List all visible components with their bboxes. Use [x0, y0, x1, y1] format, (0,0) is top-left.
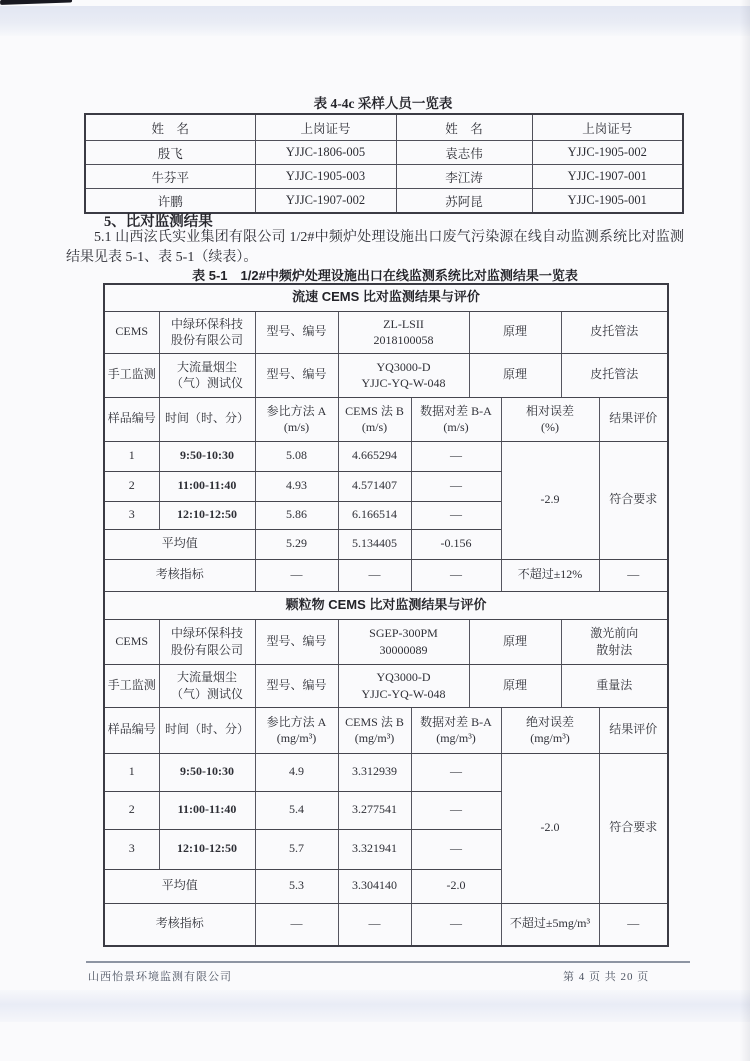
- average-cems: 5.134405: [338, 529, 411, 559]
- manual-model-serial: YQ3000-D YJJC-YQ-W-048: [338, 353, 469, 397]
- cems-value: 4.665294: [338, 441, 411, 471]
- comparison-table: [103, 283, 669, 947]
- personnel-header-row: [85, 114, 683, 141]
- criteria-label: 考核指标: [104, 559, 255, 591]
- cems-value: 6.166514: [338, 501, 411, 529]
- flow-manual-instrument-row: [104, 353, 668, 397]
- manual-model-serial: YQ3000-D YJJC-YQ-W-048: [338, 664, 469, 707]
- person-name: 苏阿昆: [396, 189, 532, 214]
- sample-time: 12:10-12:50: [159, 829, 255, 869]
- model-label: 型号、编号: [255, 664, 338, 707]
- average-diff: -0.156: [411, 529, 501, 559]
- diff-value: —: [411, 753, 501, 791]
- criteria-label: 考核指标: [104, 903, 255, 946]
- flow-column-header-row: [104, 397, 668, 441]
- person-name: 许鹏: [85, 189, 255, 214]
- relative-error-value: -2.9: [501, 441, 599, 559]
- ref-value: 4.9: [255, 753, 338, 791]
- cems-label: CEMS: [104, 619, 159, 664]
- sample-no: 1: [104, 753, 159, 791]
- sample-no: 3: [104, 501, 159, 529]
- model-label: 型号、编号: [255, 619, 338, 664]
- criteria-cems: —: [338, 559, 411, 591]
- manual-principle: 皮托管法: [561, 353, 668, 397]
- person-name: 袁志伟: [396, 141, 532, 165]
- personnel-table: [84, 113, 684, 214]
- average-label: 平均值: [104, 529, 255, 559]
- cems-model-serial: ZL-LSII 2018100058: [338, 311, 469, 353]
- absolute-error-value: -2.0: [501, 753, 599, 903]
- manual-principle: 重量法: [561, 664, 668, 707]
- section-paragraph: 5.1 山西泫氏实业集团有限公司 1/2#中频炉处理设施出口废气污染源在线自动监测系统比对监测结果见表 5-1、表 5-1（续表）。: [66, 230, 684, 265]
- col-header-reference: 参比方法 A (mg/m³): [255, 707, 338, 753]
- col-header-diff: 数据对差 B-A (m/s): [411, 397, 501, 441]
- col-header-result: 结果评价: [599, 397, 668, 441]
- ref-value: 5.86: [255, 501, 338, 529]
- ref-value: 5.7: [255, 829, 338, 869]
- manual-instrument: 大流量烟尘 （气）测试仪: [159, 664, 255, 707]
- person-cert: YJJC-1905-001: [532, 189, 683, 214]
- ref-value: 5.4: [255, 791, 338, 829]
- sample-time: 9:50-10:30: [159, 441, 255, 471]
- manual-label: 手工监测: [104, 353, 159, 397]
- principle-label: 原理: [469, 664, 561, 707]
- criteria-result: —: [599, 559, 668, 591]
- col-header-result: 结果评价: [599, 707, 668, 753]
- pm-section-title: 颗粒物 CEMS 比对监测结果与评价: [104, 591, 668, 619]
- cems-label: CEMS: [104, 311, 159, 353]
- header-cert-1: 上岗证号: [255, 114, 396, 141]
- average-ref: 5.3: [255, 869, 338, 903]
- criteria-limit: 不超过±12%: [501, 559, 599, 591]
- evaluation-result: 符合要求: [599, 753, 668, 903]
- personnel-table-title: 表 4-4c 采样人员一览表: [313, 96, 453, 111]
- sample-no: 2: [104, 791, 159, 829]
- cems-value: 3.312939: [338, 753, 411, 791]
- ref-value: 5.08: [255, 441, 338, 471]
- cems-principle: 激光前向 散射法: [561, 619, 668, 664]
- criteria-diff: —: [411, 903, 501, 946]
- col-header-time: 时间（时、分）: [159, 397, 255, 441]
- cems-vendor: 中绿环保科技 股份有限公司: [159, 619, 255, 664]
- header-name-1: 姓 名: [85, 114, 255, 141]
- sample-no: 3: [104, 829, 159, 869]
- diff-value: —: [411, 471, 501, 501]
- pm-manual-instrument-row: [104, 664, 668, 707]
- average-ref: 5.29: [255, 529, 338, 559]
- average-diff: -2.0: [411, 869, 501, 903]
- cems-value: 3.277541: [338, 791, 411, 829]
- person-cert: YJJC-1907-001: [532, 165, 683, 189]
- flow-data-row: [104, 441, 668, 471]
- criteria-result: —: [599, 903, 668, 946]
- footer-rule: [86, 961, 690, 963]
- person-name: 牛芬平: [85, 165, 255, 189]
- model-label: 型号、编号: [255, 353, 338, 397]
- pm-cems-instrument-row: [104, 619, 668, 664]
- cems-principle: 皮托管法: [561, 311, 668, 353]
- criteria-ref: —: [255, 559, 338, 591]
- scan-bottom-band: [0, 990, 750, 1022]
- flow-cems-instrument-row: [104, 311, 668, 353]
- header-cert-2: 上岗证号: [532, 114, 683, 141]
- person-cert: YJJC-1806-005: [255, 141, 396, 165]
- col-header-time: 时间（时、分）: [159, 707, 255, 753]
- col-header-cems: CEMS 法 B (mg/m³): [338, 707, 411, 753]
- footer-page-number: 第 4 页 共 20 页: [563, 971, 650, 983]
- pm-data-row: [104, 753, 668, 791]
- cems-vendor: 中绿环保科技 股份有限公司: [159, 311, 255, 353]
- flow-section-title: 流速 CEMS 比对监测结果与评价: [104, 284, 668, 311]
- col-header-diff: 数据对差 B-A (mg/m³): [411, 707, 501, 753]
- model-label: 型号、编号: [255, 311, 338, 353]
- personnel-row: [85, 165, 683, 189]
- scan-top-band: [0, 6, 750, 36]
- person-cert: YJJC-1905-002: [532, 141, 683, 165]
- diff-value: —: [411, 501, 501, 529]
- pm-column-header-row: [104, 707, 668, 753]
- col-header-error: 相对误差 (%): [501, 397, 599, 441]
- pm-criteria-row: [104, 903, 668, 946]
- header-name-2: 姓 名: [396, 114, 532, 141]
- principle-label: 原理: [469, 619, 561, 664]
- footer-company: 山西怡景环境监测有限公司: [88, 971, 232, 983]
- average-cems: 3.304140: [338, 869, 411, 903]
- pm-section-title-row: [104, 591, 668, 619]
- section-heading: 5、比对监测结果: [104, 214, 213, 230]
- person-cert: YJJC-1907-002: [255, 189, 396, 214]
- manual-instrument: 大流量烟尘 （气）测试仪: [159, 353, 255, 397]
- criteria-cems: —: [338, 903, 411, 946]
- personnel-row: [85, 141, 683, 165]
- sample-time: 11:00-11:40: [159, 471, 255, 501]
- person-name: 李江涛: [396, 165, 532, 189]
- flow-section-title-row: [104, 284, 668, 311]
- scan-right-shade: [740, 0, 750, 1061]
- flow-criteria-row: [104, 559, 668, 591]
- principle-label: 原理: [469, 311, 561, 353]
- comparison-table-caption: 表 5-1 1/2#中频炉处理设施出口在线监测系统比对监测结果一览表: [192, 268, 578, 283]
- person-cert: YJJC-1905-003: [255, 165, 396, 189]
- average-label: 平均值: [104, 869, 255, 903]
- scan-corner-mark: [0, 0, 72, 5]
- cems-value: 4.571407: [338, 471, 411, 501]
- col-header-error: 绝对误差 (mg/m³): [501, 707, 599, 753]
- col-header-sample: 样品编号: [104, 397, 159, 441]
- criteria-ref: —: [255, 903, 338, 946]
- diff-value: —: [411, 829, 501, 869]
- cems-model-serial: SGEP-300PM 30000089: [338, 619, 469, 664]
- cems-value: 3.321941: [338, 829, 411, 869]
- evaluation-result: 符合要求: [599, 441, 668, 559]
- diff-value: —: [411, 441, 501, 471]
- col-header-reference: 参比方法 A (m/s): [255, 397, 338, 441]
- sample-time: 9:50-10:30: [159, 753, 255, 791]
- person-name: 殷飞: [85, 141, 255, 165]
- sample-no: 1: [104, 441, 159, 471]
- criteria-diff: —: [411, 559, 501, 591]
- sample-no: 2: [104, 471, 159, 501]
- sample-time: 12:10-12:50: [159, 501, 255, 529]
- sample-time: 11:00-11:40: [159, 791, 255, 829]
- criteria-limit: 不超过±5mg/m³: [501, 903, 599, 946]
- ref-value: 4.93: [255, 471, 338, 501]
- manual-label: 手工监测: [104, 664, 159, 707]
- principle-label: 原理: [469, 353, 561, 397]
- col-header-cems: CEMS 法 B (m/s): [338, 397, 411, 441]
- diff-value: —: [411, 791, 501, 829]
- col-header-sample: 样品编号: [104, 707, 159, 753]
